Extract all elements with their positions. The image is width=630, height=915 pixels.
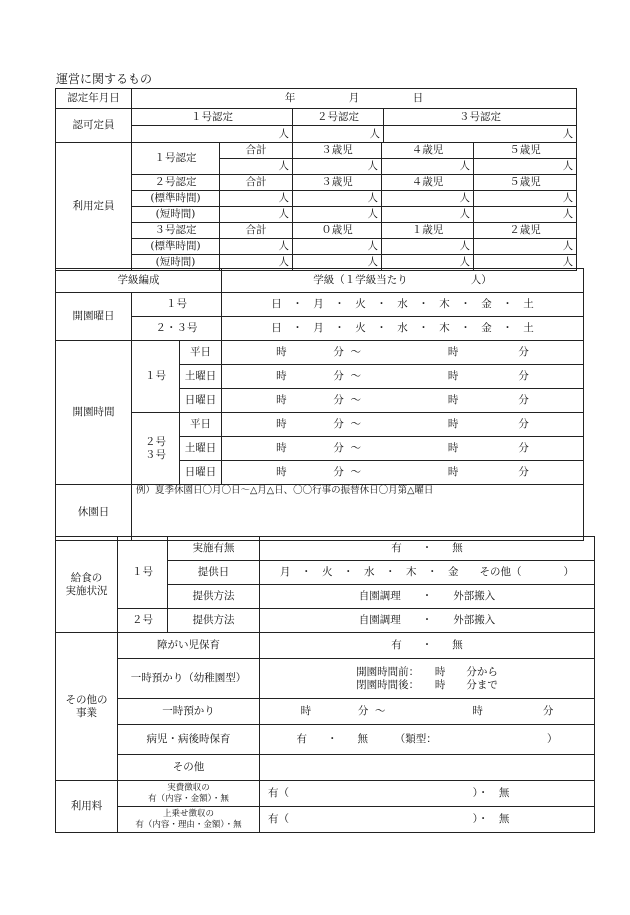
approved-cap-col-1: １号認定 (132, 109, 293, 126)
operation-table (55, 268, 584, 541)
temp-care-label: 一時預かり (118, 699, 260, 725)
fees-label: 利用料 (56, 781, 118, 833)
use-cap-g3-value: 人 (474, 239, 577, 255)
sick-care-value: 有 ・ 無 （類型： ） (260, 725, 595, 755)
use-cap-g3-col-total: 合計 (220, 223, 293, 239)
open-days-row2-value: 日 ・ 月 ・ 火 ・ 水 ・ 木 ・ 金 ・ 土 (222, 317, 584, 341)
open-days-row1-label: １号 (132, 293, 222, 317)
open-hours-day: 平日 (180, 341, 222, 365)
use-cap-g2-col-age4: ４歳児 (382, 175, 474, 191)
open-hours-time: 時 分 ～ 時 分 (222, 437, 584, 461)
use-cap-group1-label: １号認定 (132, 143, 220, 175)
temp-kinder-value: 開園時間前： 時 分から 閉園時間後： 時 分まで (260, 659, 595, 699)
use-cap-g2-col-total: 合計 (220, 175, 293, 191)
holidays-value: 例）夏季休園日〇月〇日～△月△日、〇〇行事の振替休日〇月第△曜日 (132, 485, 584, 541)
meals-method-label: 提供方法 (168, 585, 260, 609)
meals-implemented-label: 実施有無 (168, 537, 260, 561)
use-cap-g2-value: 人 (220, 207, 293, 223)
meals-label: 給食の 実施状況 (56, 537, 118, 633)
meals-method-value: 自園調理 ・ 外部搬入 (260, 585, 595, 609)
use-cap-g2-value: 人 (382, 207, 474, 223)
approval-date-value: 年 月 日 (132, 89, 577, 109)
disability-care-label: 障がい児保育 (118, 633, 260, 659)
use-cap-g3-value: 人 (293, 239, 382, 255)
approved-cap-col-2: ２号認定 (293, 109, 384, 126)
use-cap-g2-value: 人 (474, 191, 577, 207)
approval-date-label: 認定年月日 (56, 89, 132, 109)
actual-fee-value: 有（ ）・ 無 (260, 781, 595, 807)
services-table (55, 536, 595, 833)
sick-care-label: 病児・病後時保育 (118, 725, 260, 755)
open-hours-day: 日曜日 (180, 389, 222, 413)
meals-days-label: 提供日 (168, 561, 260, 585)
other-value (260, 755, 595, 781)
meals-method-label: 提供方法 (168, 609, 260, 633)
use-cap-g2-standard: (標準時間) (132, 191, 220, 207)
use-cap-g2-col-age5: ５歳児 (474, 175, 577, 191)
holidays-label: 休園日 (56, 485, 132, 541)
use-cap-g2-short: (短時間) (132, 207, 220, 223)
use-cap-g3-value: 人 (293, 255, 382, 271)
use-cap-g3-value: 人 (220, 239, 293, 255)
extra-fee-label: 上乗せ徴収の 有（内容・理由・金額）・無 (118, 807, 260, 833)
use-capacity-label: 利用定員 (56, 143, 132, 271)
use-cap-g2-value: 人 (382, 191, 474, 207)
approved-cap-col-3: ３号認定 (384, 109, 577, 126)
open-hours-time: 時 分 ～ 時 分 (222, 389, 584, 413)
use-cap-g1-value: 人 (474, 159, 577, 175)
use-cap-g2-value: 人 (474, 207, 577, 223)
capacity-table (55, 88, 577, 271)
open-hours-time: 時 分 ～ 時 分 (222, 365, 584, 389)
approved-cap-value-2: 人 (293, 126, 384, 143)
use-cap-g3-col-age2: ２歳児 (474, 223, 577, 239)
other-services-label: その他の 事業 (56, 633, 118, 781)
use-cap-g1-value: 人 (382, 159, 474, 175)
use-cap-g2-value: 人 (293, 191, 382, 207)
approved-capacity-label: 認可定員 (56, 109, 132, 143)
open-days-row1-value: 日 ・ 月 ・ 火 ・ 水 ・ 木 ・ 金 ・ 土 (222, 293, 584, 317)
actual-fee-label: 実費徴収の 有（内容・金額）・無 (118, 781, 260, 807)
meals-days-value: 月 ・ 火 ・ 水 ・ 木 ・ 金 その他（ ） (260, 561, 595, 585)
use-cap-g1-col-age3: ３歳児 (293, 143, 382, 159)
open-hours-day: 土曜日 (180, 365, 222, 389)
use-cap-g3-short: (短時間) (132, 255, 220, 271)
open-hours-day: 土曜日 (180, 437, 222, 461)
use-cap-g3-standard: (標準時間) (132, 239, 220, 255)
use-cap-g2-col-age3: ３歳児 (293, 175, 382, 191)
approved-cap-value-3: 人 (384, 126, 577, 143)
use-cap-g1-col-age5: ５歳児 (474, 143, 577, 159)
approved-cap-value-1: 人 (132, 126, 293, 143)
open-days-label: 開園曜日 (56, 293, 132, 341)
open-hours-label: 開園時間 (56, 341, 132, 485)
meals-method-value: 自園調理 ・ 外部搬入 (260, 609, 595, 633)
class-org-value: 学級（１学級当たり 人） (222, 269, 584, 293)
other-label: その他 (118, 755, 260, 781)
use-cap-g3-col-age1: １歳児 (382, 223, 474, 239)
use-cap-g2-value: 人 (293, 207, 382, 223)
use-cap-g1-col-age4: ４歳児 (382, 143, 474, 159)
meals-implemented-value: 有 ・ 無 (260, 537, 595, 561)
use-cap-g3-value: 人 (220, 255, 293, 271)
use-cap-g3-col-age0: ０歳児 (293, 223, 382, 239)
open-days-row2-label: ２・３号 (132, 317, 222, 341)
use-cap-g2-value: 人 (220, 191, 293, 207)
class-org-label: 学級編成 (56, 269, 222, 293)
open-hours-time: 時 分 ～ 時 分 (222, 461, 584, 485)
open-hours-day: 日曜日 (180, 461, 222, 485)
temp-care-value: 時 分 ～ 時 分 (260, 699, 595, 725)
disability-care-value: 有 ・ 無 (260, 633, 595, 659)
open-hours-group2: ２号 ３号 (132, 413, 180, 485)
open-hours-group1: １号 (132, 341, 180, 413)
use-cap-group2-label: ２号認定 (132, 175, 220, 191)
temp-kinder-label: 一時預かり（幼稚園型） (118, 659, 260, 699)
use-cap-g1-value: 人 (293, 159, 382, 175)
use-cap-g3-value: 人 (382, 239, 474, 255)
open-hours-time: 時 分 ～ 時 分 (222, 413, 584, 437)
meals-group2: ２号 (118, 609, 168, 633)
use-cap-g1-col-total: 合計 (220, 143, 293, 159)
open-hours-day: 平日 (180, 413, 222, 437)
use-cap-g3-value: 人 (382, 255, 474, 271)
meals-group1: １号 (118, 537, 168, 609)
section-title: 運営に関するもの (56, 72, 153, 86)
extra-fee-value: 有（ ）・ 無 (260, 807, 595, 833)
use-cap-group3-label: ３号認定 (132, 223, 220, 239)
use-cap-g1-value: 人 (220, 159, 293, 175)
use-cap-g3-value: 人 (474, 255, 577, 271)
open-hours-time: 時 分 ～ 時 分 (222, 341, 584, 365)
